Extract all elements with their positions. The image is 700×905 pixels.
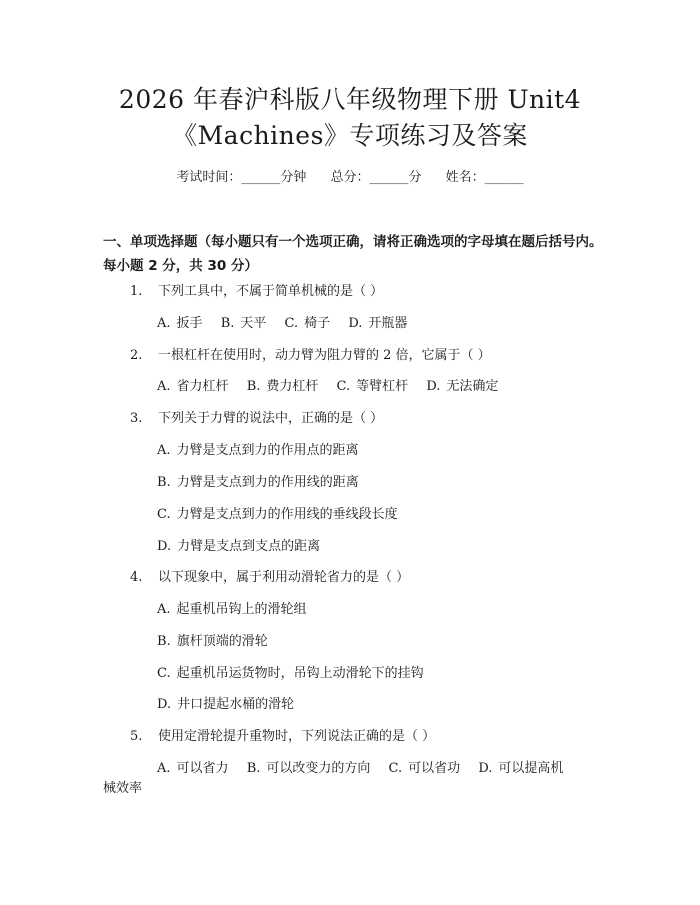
question-4-option-b: B. 旗杆顶端的滑轮 [157, 634, 268, 649]
option-a: A. 可以省力 [157, 761, 229, 776]
question-4-option-d: D. 井口提起水桶的滑轮 [157, 697, 295, 712]
option-d: D. 开瓶器 [348, 316, 408, 331]
question-4-option-c: C. 起重机吊运货物时，吊钩上动滑轮下的挂钩 [157, 666, 424, 681]
exam-score-field: 总分：______分 [330, 170, 422, 185]
exam-time-field: 考试时间：______分钟 [176, 170, 307, 185]
question-4-option-a: A. 起重机吊钩上的滑轮组 [157, 602, 307, 617]
document-title-line2: 《Machines》专项练习及答案 [172, 121, 528, 150]
question-5-option-d-wrap: 械效率 [103, 781, 143, 796]
option-c: C. 椅子 [284, 316, 331, 331]
question-number: 2. [130, 348, 143, 363]
question-2-stem [130, 346, 491, 366]
option-a: A. 扳手 [157, 316, 203, 331]
option-b: B. 费力杠杆 [246, 379, 319, 394]
question-5-stem [130, 727, 435, 747]
exam-name-field: 姓名：______ [445, 170, 524, 185]
option-a: A. 省力杠杆 [157, 379, 229, 394]
section-heading-single-choice: 一、单项选择题（每小题只有一个选项正确，请将正确选项的字母填在题后括号内。每小题 2 分，共 30 分） [103, 234, 603, 274]
option-b: B. 可以改变力的方向 [246, 761, 371, 776]
question-number: 4. [130, 570, 143, 585]
question-3-option-b: B. 力臂是支点到力的作用线的距离 [157, 475, 359, 490]
question-5-options [157, 759, 577, 779]
question-1-options [157, 314, 421, 334]
question-number: 3. [130, 411, 143, 426]
question-text: 一根杠杆在使用时，动力臂为阻力臂的 2 倍，它属于（ ） [158, 348, 491, 363]
question-2-options [157, 377, 512, 397]
exam-info-row [0, 168, 700, 188]
question-3-option-d: D. 力臂是支点到支点的距离 [157, 539, 321, 554]
question-number: 1. [130, 284, 143, 299]
question-1-stem [130, 282, 383, 302]
question-3-option-c: C. 力臂是支点到力的作用线的垂线段长度 [157, 507, 398, 522]
option-b: B. 天平 [220, 316, 267, 331]
question-text: 使用定滑轮提升重物时，下列说法正确的是（ ） [158, 729, 436, 744]
option-c: C. 等臂杠杆 [336, 379, 409, 394]
option-d: D. 无法确定 [426, 379, 499, 394]
document-title-line1: 2026 年春沪科版八年级物理下册 Unit4 [118, 85, 582, 114]
question-text: 下列关于力臂的说法中，正确的是（ ） [158, 411, 384, 426]
question-text: 以下现象中，属于利用动滑轮省力的是（ ） [158, 570, 410, 585]
question-text: 下列工具中，不属于简单机械的是（ ） [158, 284, 384, 299]
question-3-stem [130, 409, 383, 429]
question-4-stem [130, 568, 409, 588]
question-number: 5. [130, 729, 143, 744]
option-d: D. 可以提高机 [478, 761, 564, 776]
question-3-option-a: A. 力臂是支点到力的作用点的距离 [157, 443, 359, 458]
option-c: C. 可以省功 [388, 761, 461, 776]
